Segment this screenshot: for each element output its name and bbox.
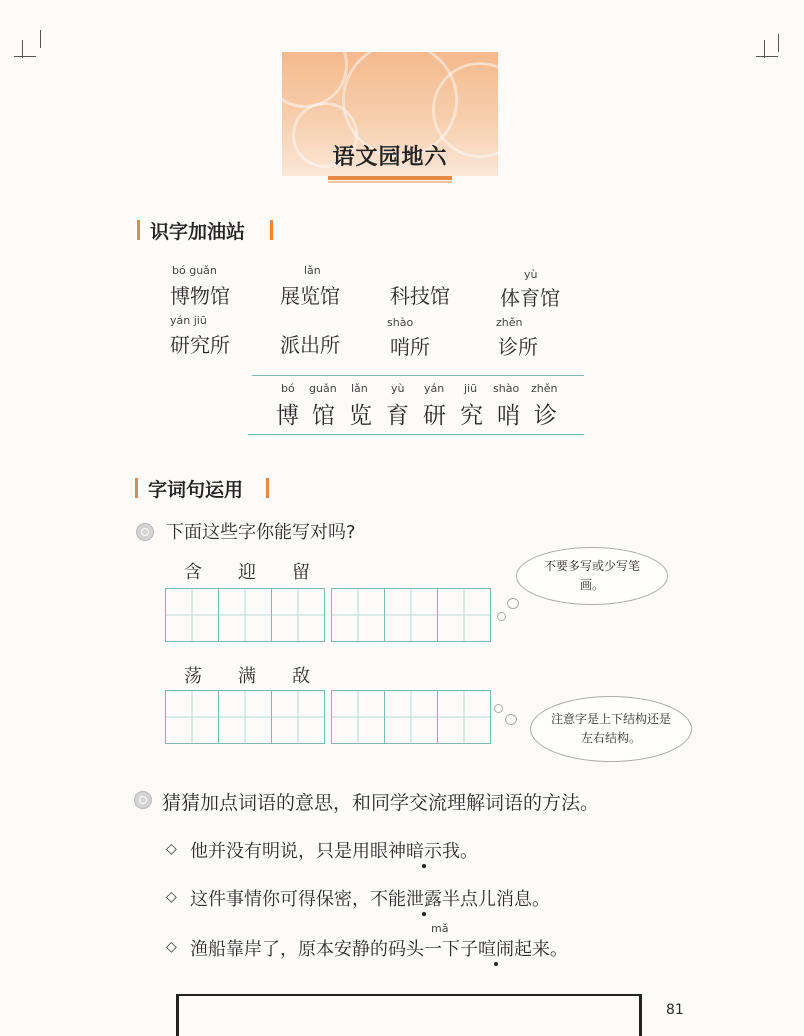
word: 派出所 [280,333,340,357]
diamond-bullet-icon: ◇ [166,889,177,905]
page-title: 语文园地六 [332,144,448,170]
pinyin: bó [281,382,295,395]
pinyin: jiū [464,382,478,395]
pinyin: shào [387,316,414,329]
word: 哨所 [390,335,430,359]
word: 博物馆 [170,284,230,308]
example-sentence [190,837,478,863]
pinyin: guǎn [309,382,337,395]
writing-cell[interactable] [332,589,385,641]
character: 馆 [312,403,335,429]
character: 博 [276,403,299,429]
crop-mark [40,30,41,48]
writing-grid[interactable] [165,588,325,642]
thought-dot [505,714,517,725]
character-label: 含 [184,562,202,583]
writing-cell[interactable] [438,589,490,641]
character: 哨 [497,403,520,429]
word: 科技馆 [390,284,450,308]
pinyin: yù [524,268,538,281]
writing-cell[interactable] [332,691,385,743]
character: 诊 [534,403,557,429]
sentence-text: 半点儿消息。 [442,889,550,910]
emphasized-word: 暗示 [406,841,442,862]
word: 诊所 [498,335,538,359]
pinyin: bó guǎn [172,264,217,277]
character: 究 [460,403,483,429]
writing-cell[interactable] [219,691,272,743]
heading-bar [270,220,273,240]
tip-text: 不要多写或少写笔画。 [543,559,640,592]
title-underline [328,181,452,183]
pinyin: lǎn [304,264,321,277]
sentence-text: 这件事情你可得保密，不能 [190,889,406,910]
writing-cell[interactable] [272,691,324,743]
heading-bar [266,478,269,498]
character-label: 敌 [292,666,310,687]
pinyin: yán [424,382,445,395]
crop-mark [14,56,36,57]
pinyin: lǎn [351,382,368,395]
sentence-text: 渔船靠岸了，原本安静的码头一下子 [190,939,478,960]
thought-dot [494,704,503,713]
title-underline [328,176,452,180]
emphasized-word: 喧闹 [478,939,514,960]
pinyin: yán jiū [170,314,207,327]
divider-line [248,434,584,435]
sentence-text: 他并没有明说，只是用眼神 [190,841,406,862]
section-heading-literacy: 识字加油站 [150,221,246,243]
writing-grid[interactable] [165,690,325,744]
pinyin: shào [493,382,520,395]
example-sentence [190,885,550,911]
word: 展览馆 [280,284,340,308]
pinyin: zhěn [496,316,523,329]
pinyin: zhěn [531,382,558,395]
writing-cell[interactable] [385,691,438,743]
question-text: 猜猜加点词语的意思，和同学交流理解词语的方法。 [162,792,600,814]
character: 研 [423,403,446,429]
example-sentence [190,935,568,961]
heading-bar [137,220,140,240]
tip-text: 注意字是上下结构还是左右结构。 [550,712,671,745]
page-number: 81 [666,1002,684,1018]
crop-mark [756,56,778,57]
character: 览 [349,403,372,429]
writing-cell[interactable] [166,589,219,641]
heading-bar [135,478,138,498]
writing-cell[interactable] [272,589,324,641]
thought-dot [507,598,519,609]
question-number-icon [134,791,152,809]
character-label: 荡 [184,666,202,687]
writing-cell[interactable] [385,589,438,641]
character-label: 留 [292,562,310,583]
tip-bubble [516,547,668,605]
tip-bubble [530,696,692,762]
question-number-icon [136,523,154,541]
sentence-text: 起来。 [514,939,568,960]
writing-grid[interactable] [331,588,491,642]
sentence-text: 我。 [442,841,478,862]
character-label: 满 [238,666,256,687]
diamond-bullet-icon: ◇ [166,939,177,955]
writing-grid[interactable] [331,690,491,744]
section-heading-usage: 字词句运用 [148,479,244,501]
writing-cell[interactable] [166,691,219,743]
word: 体育馆 [500,286,560,310]
word: 研究所 [170,333,230,357]
character: 育 [386,403,409,429]
writing-cell[interactable] [219,589,272,641]
divider-line [252,375,584,376]
thought-dot [497,612,506,621]
pinyin: yù [391,382,405,395]
character-label: 迎 [238,562,256,583]
question-text: 下面这些字你能写对吗? [166,522,356,543]
crop-mark [778,34,779,52]
emphasized-word: 泄露 [406,889,442,910]
diamond-bullet-icon: ◇ [166,841,177,857]
pinyin: mǎ [431,922,449,935]
writing-cell[interactable] [438,691,490,743]
next-section-box [176,994,642,1036]
